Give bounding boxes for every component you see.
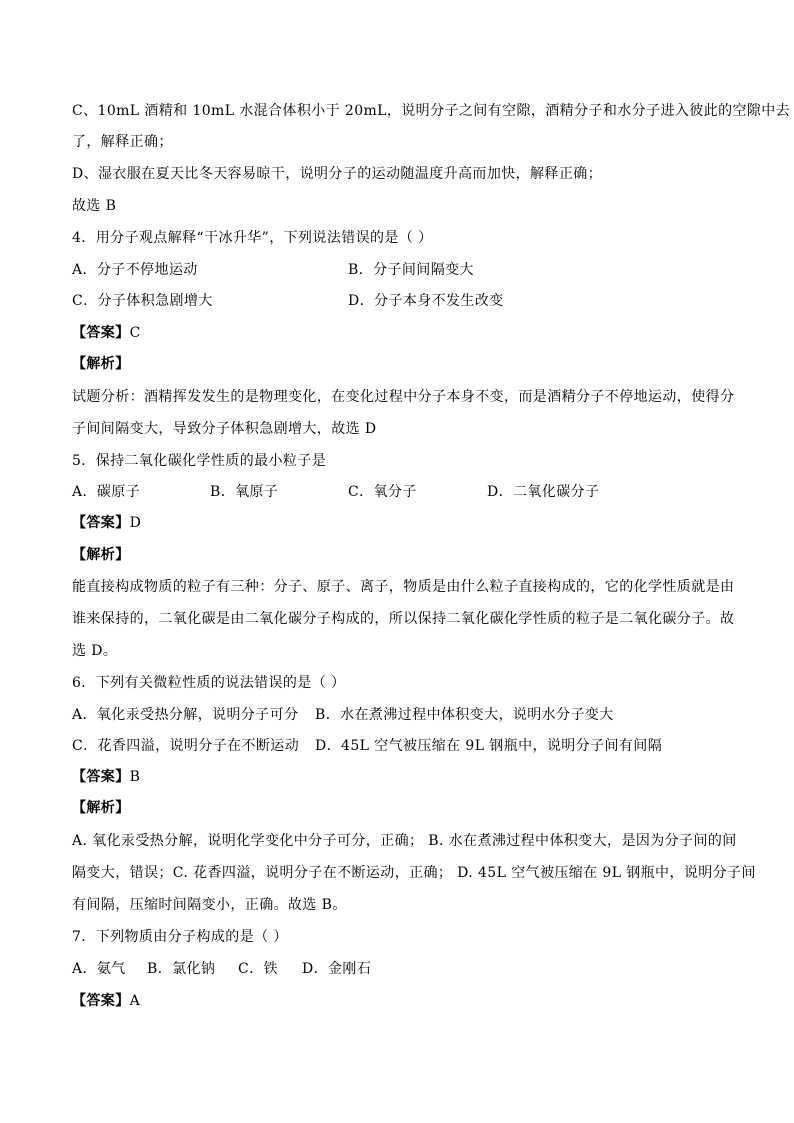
question-5-option-b: B．氧原子 xyxy=(210,484,279,500)
question-4-options-row-1 xyxy=(0,260,794,280)
answer-label: 【答案】 xyxy=(72,993,130,1009)
question-4-analysis-label: 【解析】 xyxy=(72,356,130,372)
question-6-analysis-line-3: 有间隔，压缩时间隔变小，正确。故选 B。 xyxy=(72,897,347,913)
question-6-stem: 6．下列有关微粒性质的说法错误的是（ ） xyxy=(72,675,346,691)
question-6-option-b: B．水在煮沸过程中体积变大，说明水分子变大 xyxy=(315,707,614,723)
question-7-options-row xyxy=(0,959,794,979)
answer-value: A xyxy=(129,993,141,1009)
question-6-options-row-2 xyxy=(0,736,794,756)
question-7-option-b: B．氯化钠 xyxy=(147,961,216,977)
question-4-analysis-line-1: 试题分析：酒精挥发发生的是物理变化，在变化过程中分子本身不变，而是酒精分子不停地运动，使得分 xyxy=(72,389,735,405)
answer-label: 【答案】 xyxy=(72,325,130,341)
question-4-option-c: C．分子体积急剧增大 xyxy=(72,293,213,309)
question-6-analysis-line-2: 隔变大，错误；C. 花香四溢，说明分子在不断运动，正确； D. 45L 空气被压缩在 9L 钢瓶中，说明分子间 xyxy=(72,865,756,881)
question-5-analysis-line-2: 谁来保持的，二氧化碳是由二氧化碳分子构成的，所以保持二氧化碳化学性质的粒子是二氧化碳分子。故 xyxy=(72,611,735,627)
prev-option-d: D、湿衣服在夏天比冬天容易晾干，说明分子的运动随温度升高而加快，解释正确； xyxy=(72,166,603,182)
question-5-analysis-line-1: 能直接构成物质的粒子有三种：分子、原子、离子，物质是由什么粒子直接构成的，它的化学性质就是由 xyxy=(72,579,735,595)
question-5-option-d: D．二氧化碳分子 xyxy=(487,484,600,500)
question-7-option-d: D．金刚石 xyxy=(302,961,372,977)
question-5-stem: 5．保持二氧化碳化学性质的最小粒子是 xyxy=(72,453,327,469)
question-4-options-row-2 xyxy=(0,291,794,311)
question-4-analysis-line-2: 子间间隔变大，导致分子体积急剧增大，故选 D xyxy=(72,421,377,437)
answer-label: 【答案】 xyxy=(72,769,130,785)
question-7-option-c: C．铁 xyxy=(238,961,278,977)
question-4-option-a: A．分子不停地运动 xyxy=(72,262,198,278)
question-6-option-c: C．花香四溢，说明分子在不断运动 xyxy=(72,738,300,754)
question-5-answer xyxy=(72,513,141,533)
answer-value: C xyxy=(129,325,141,341)
question-6-option-a: A．氧化汞受热分解，说明分子可分 xyxy=(72,707,299,723)
question-5-option-a: A．碳原子 xyxy=(72,484,141,500)
question-4-option-b: B．分子间间隔变大 xyxy=(348,262,474,278)
question-7-option-a: A．氨气 xyxy=(72,961,126,977)
prev-option-c-line2: 了，解释正确； xyxy=(72,134,173,150)
answer-value: D xyxy=(129,515,142,531)
answer-value: B xyxy=(129,769,141,785)
question-7-stem: 7．下列物质由分子构成的是（ ） xyxy=(72,929,288,945)
question-5-analysis-label: 【解析】 xyxy=(72,547,130,563)
question-6-option-d: D．45L 空气被压缩在 9L 钢瓶中，说明分子间有间隔 xyxy=(315,738,663,754)
question-4-option-d: D．分子本身不发生改变 xyxy=(348,293,504,309)
question-4-answer xyxy=(72,323,141,343)
question-5-options-row xyxy=(0,482,794,502)
question-6-analysis-label: 【解析】 xyxy=(72,800,130,816)
prev-option-c-line1: C、10mL 酒精和 10mL 水混合体积小于 20mL，说明分子之间有空隙，酒精分子和水分子进入彼此的空隙中去 xyxy=(72,103,791,119)
answer-label: 【答案】 xyxy=(72,515,130,531)
question-5-analysis-line-3: 选 D。 xyxy=(72,643,118,659)
question-7-answer xyxy=(72,991,140,1011)
prev-conclusion: 故选 B xyxy=(72,198,117,214)
question-6-options-row-1 xyxy=(0,705,794,725)
question-6-analysis-line-1: A. 氧化汞受热分解，说明化学变化中分子可分，正确； B. 水在煮沸过程中体积变大，是因为分子间的间 xyxy=(72,833,737,849)
question-4-stem: 4．用分子观点解释“干冰升华”，下列说法错误的是（ ） xyxy=(72,230,433,246)
question-6-answer xyxy=(72,767,140,787)
question-5-option-c: C．氧分子 xyxy=(348,484,417,500)
